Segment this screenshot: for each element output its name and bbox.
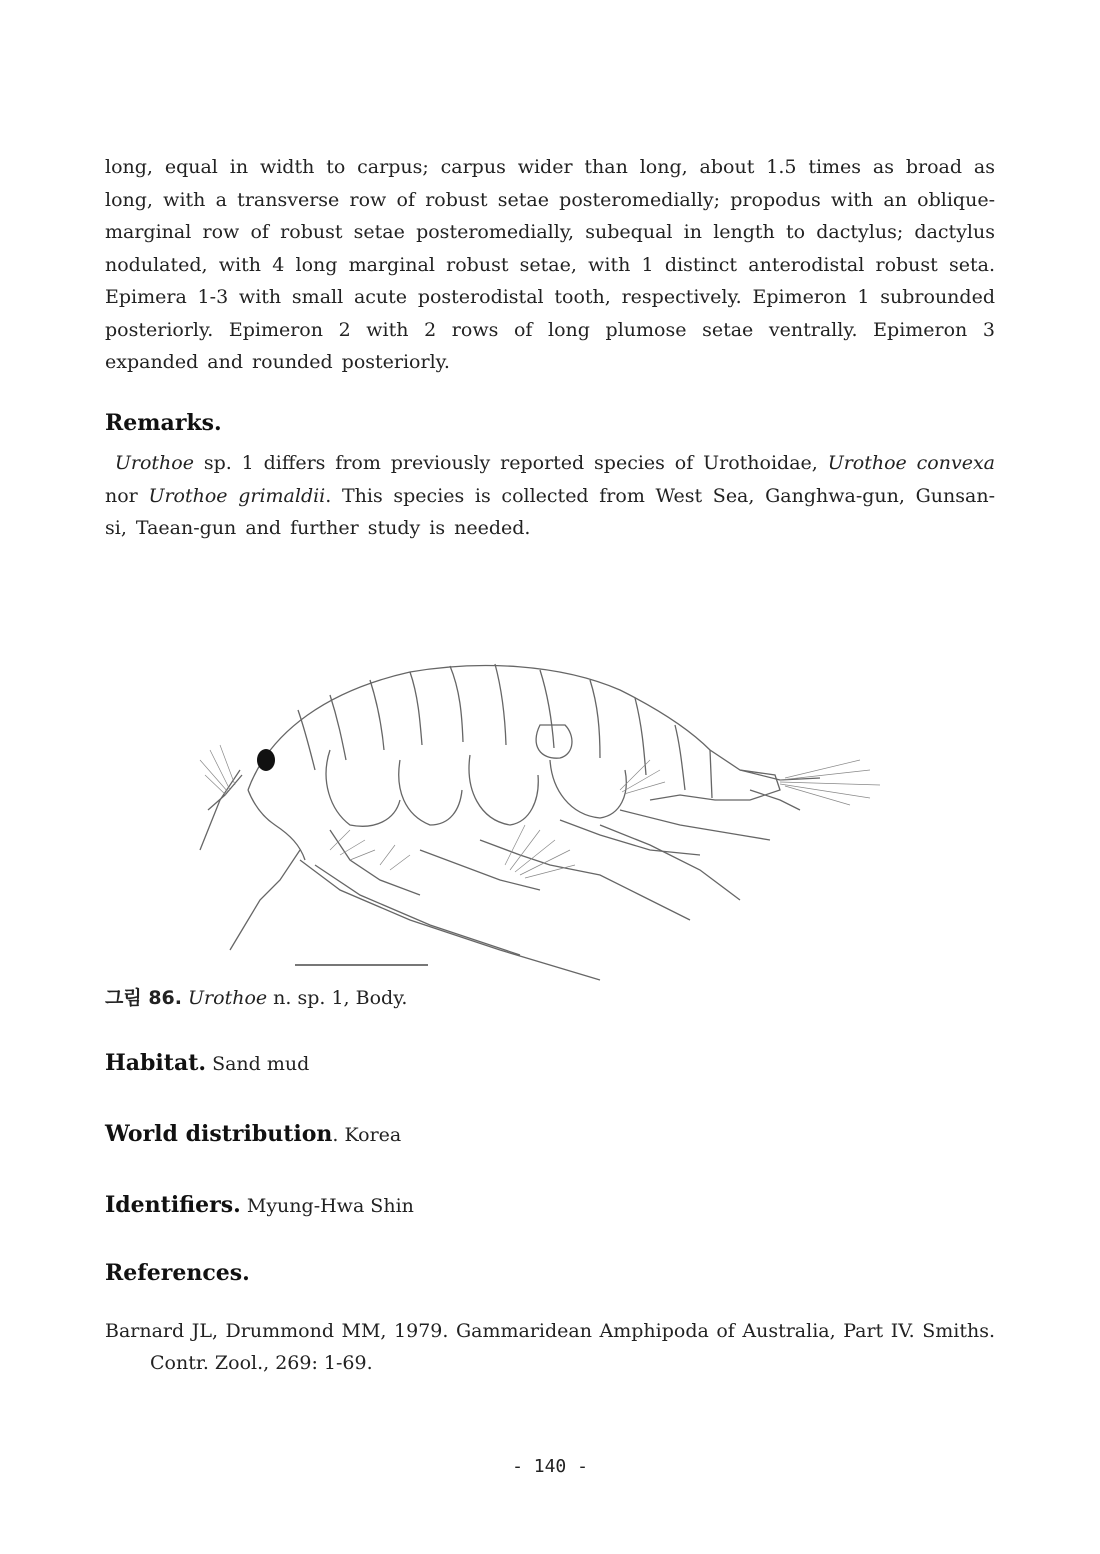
species-name: Urothoe grimaldii bbox=[148, 484, 326, 507]
references-heading: References. bbox=[105, 1260, 250, 1286]
body-paragraph: long, equal in width to carpus; carpus wider than long, about 1.5 times as broad as long, with a transverse row of robust setae posteromedially; propodus with an oblique-marginal row of robust setae posteromedially, subequal in length to dactylus; dactylus nodulated, with 4 long marginal robust setae, with 1 distinct anterodistal robust seta. Epimera 1-3 with small acute posterodistal tooth, respectively. Epimeron 1 subrounded posteriorly. Epimeron 2 with 2 rows of long plumose setae ventrally. Epimeron 3 expanded and rounded posteriorly. bbox=[105, 156, 995, 373]
remarks-heading: Remarks. bbox=[105, 410, 222, 436]
distribution-value: . Korea bbox=[332, 1124, 402, 1146]
remarks-paragraph: Urothoe sp. 1 differs from previously reported species of Urothoidae, Urothoe convexa nor Urothoe grimaldii. This species is collected from West Sea, Ganghwa-gun, Gunsan-si, Taean-gun and further study is needed. bbox=[105, 452, 995, 539]
reference-item: Barnard JL, Drummond MM, 1979. Gammaridean Amphipoda of Australia, Part IV. Smiths. Contr. Zool., 269: 1-69. bbox=[105, 1320, 995, 1374]
world-distribution-field bbox=[105, 1121, 401, 1147]
species-name: Urothoe convexa bbox=[827, 452, 995, 474]
habitat-field bbox=[105, 1050, 309, 1076]
distribution-label: World distribution bbox=[105, 1121, 333, 1147]
page-number: - 140 - bbox=[512, 1456, 588, 1477]
identifiers-field bbox=[105, 1192, 414, 1218]
habitat-value: Sand mud bbox=[206, 1053, 310, 1075]
figure-genus: Urothoe bbox=[188, 987, 268, 1009]
habitat-label: Habitat. bbox=[105, 1050, 207, 1076]
amphipod-illustration bbox=[180, 650, 900, 985]
identifiers-label: Identifiers. bbox=[105, 1192, 241, 1218]
figure-label: 그림 86. bbox=[105, 987, 182, 1009]
identifiers-value: Myung-Hwa Shin bbox=[240, 1195, 414, 1217]
figure-caption: 그림 86. Urothoe n. sp. 1, Body. bbox=[105, 987, 408, 1009]
species-name: Urothoe bbox=[114, 452, 194, 474]
